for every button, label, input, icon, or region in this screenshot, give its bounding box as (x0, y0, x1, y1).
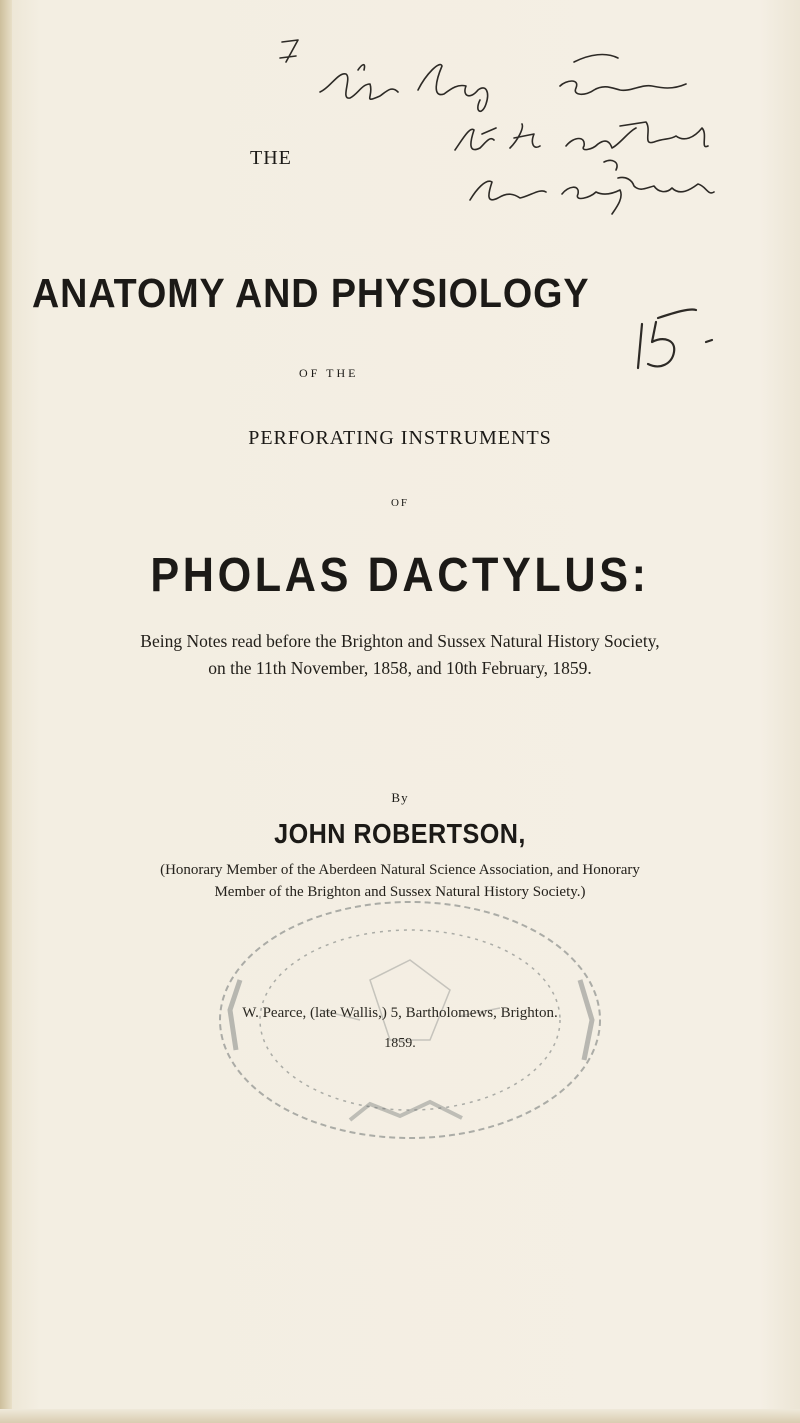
notes-description (0, 628, 800, 682)
handwritten-inscription (0, 0, 800, 420)
membership-line-1: (Honorary Member of the Aberdeen Natural Science Association, and Honorary (160, 862, 640, 878)
library-stamp (200, 890, 620, 1170)
publication-year: 1859. (384, 1036, 416, 1051)
of-the-connector: OF THE (299, 366, 359, 380)
main-title: ANATOMY AND PHYSIOLOGY (32, 270, 590, 316)
title-word-the: THE (250, 147, 292, 169)
notes-line-2: on the 11th November, 1858, and 10th February, 1859. (208, 658, 592, 678)
species-title: PHOLAS DACTYLUS: (150, 549, 650, 602)
membership-line-2: Member of the Brighton and Sussex Natural History Society.) (214, 884, 586, 900)
by-label: By (391, 790, 409, 805)
author-name: JOHN ROBERTSON, (274, 818, 526, 849)
publisher-imprint: W. Pearce, (late Wallis,) 5, Bartholomews, Brighton. (242, 1005, 558, 1021)
of-connector: OF (390, 497, 410, 509)
notes-line-1: Being Notes read before the Brighton and Sussex Natural History Society, (140, 631, 660, 651)
subtitle: PERFORATING INSTRUMENTS (248, 427, 552, 449)
page-bottom-edge (0, 1409, 800, 1423)
